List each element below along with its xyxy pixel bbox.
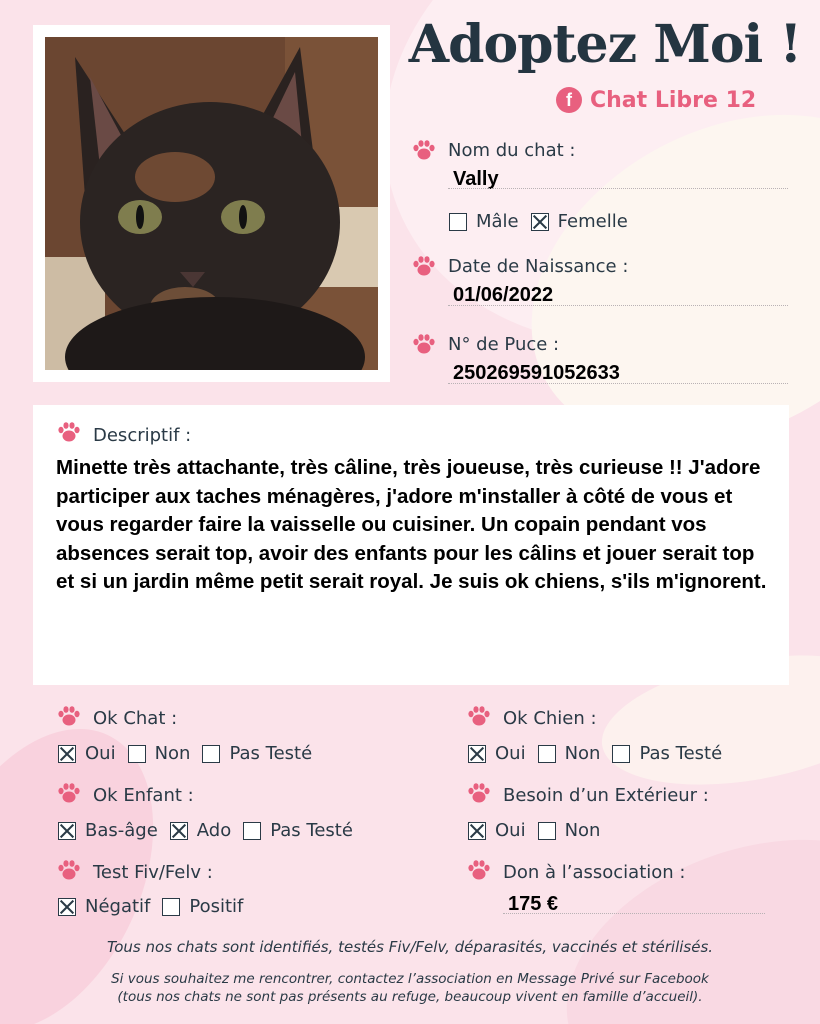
footer-contact <box>0 970 820 1006</box>
checkbox-label: Oui <box>495 820 526 841</box>
footer-note: Tous nos chats sont identifiés, testés Fiv/Felv, déparasités, vaccinés et stérilisés. <box>106 938 714 956</box>
checkbox-unchecked[interactable] <box>538 822 556 840</box>
photo-frame <box>33 25 390 382</box>
paw-icon <box>467 782 491 804</box>
checkbox-unchecked[interactable] <box>162 898 180 916</box>
checkbox-checked[interactable] <box>58 745 76 763</box>
checkbox-option[interactable] <box>538 820 601 841</box>
birth-value: 01/06/2022 <box>453 284 554 306</box>
paw-icon <box>467 705 491 727</box>
facebook-icon: f <box>556 87 582 113</box>
checkbox-checked[interactable] <box>58 822 76 840</box>
checkbox-option[interactable] <box>58 743 116 764</box>
ok-chat-label: Ok Chat : <box>93 708 178 729</box>
checkbox-unchecked[interactable] <box>449 213 467 231</box>
checkbox-option[interactable] <box>162 896 243 917</box>
checkbox-label: Oui <box>495 743 526 764</box>
checkbox-option[interactable] <box>538 743 601 764</box>
ok-enfant-label: Ok Enfant : <box>93 785 194 806</box>
ok-chien-label: Ok Chien : <box>503 708 597 729</box>
checkbox-label: Bas-âge <box>85 820 158 841</box>
paw-icon <box>412 333 436 355</box>
checkbox-unchecked[interactable] <box>202 745 220 763</box>
exterieur-label: Besoin d’un Extérieur : <box>503 785 709 806</box>
checkbox-checked[interactable] <box>170 822 188 840</box>
checkbox-checked[interactable] <box>531 213 549 231</box>
name-label: Nom du chat : <box>448 140 576 161</box>
checkbox-label: Ado <box>196 820 232 841</box>
checkbox-option[interactable] <box>58 896 150 917</box>
checkbox-label: Pas Testé <box>229 743 313 764</box>
birth-label: Date de Naissance : <box>448 256 629 277</box>
checkbox-checked[interactable] <box>468 745 486 763</box>
fiv-options <box>58 896 255 917</box>
checkbox-option[interactable] <box>170 820 231 841</box>
footer-contact-line: (tous nos chats ne sont pas présents au refuge, beaucoup vivent en famille d’accueil). <box>117 989 703 1005</box>
cat-photo <box>45 37 378 370</box>
dotted-line <box>448 383 788 384</box>
exterieur-options <box>468 820 612 841</box>
don-value: 175 € <box>508 893 559 915</box>
checkbox-unchecked[interactable] <box>612 745 630 763</box>
page-title: Adoptez Moi ! <box>408 14 802 75</box>
cat-illustration <box>45 37 378 370</box>
paw-icon <box>57 705 81 727</box>
checkbox-label: Non <box>564 820 601 841</box>
paw-icon <box>412 255 436 277</box>
checkbox-unchecked[interactable] <box>243 822 261 840</box>
checkbox-label: Pas Testé <box>639 743 723 764</box>
don-label: Don à l’association : <box>503 862 686 883</box>
paw-icon <box>57 859 81 881</box>
description-text: Minette très attachante, très câline, très joueuse, très curieuse !! J'adore participer aux taches ménagères, j'adore m'installer à côté de vous et vous regarder faire la vaisselle ou cuisiner. Un copain pendant vos absences serait top, avoir des enfants pour les câlins et jouer serait top et si un jardin même petit serait royal. Je suis ok chiens, s'ils m'ignorent. <box>56 456 767 593</box>
checkbox-label: Positif <box>189 896 244 917</box>
sex-options <box>449 211 640 232</box>
checkbox-label: Pas Testé <box>270 820 353 841</box>
checkbox-option[interactable] <box>612 743 722 764</box>
paw-icon <box>467 859 491 881</box>
checkbox-option[interactable] <box>243 820 353 841</box>
dotted-line <box>448 305 788 306</box>
ok-enfant-options <box>58 820 365 841</box>
checkbox-option[interactable] <box>202 743 312 764</box>
checkbox-label: Oui <box>85 743 116 764</box>
checkbox-unchecked[interactable] <box>538 745 556 763</box>
checkbox-option[interactable] <box>58 820 158 841</box>
checkbox-option[interactable] <box>468 820 526 841</box>
checkbox-checked[interactable] <box>58 898 76 916</box>
paw-icon <box>57 421 81 443</box>
chip-value: 250269591052633 <box>453 362 620 384</box>
checkbox-unchecked[interactable] <box>128 745 146 763</box>
footer-contact-line: Si vous souhaitez me rencontrer, contactez l’association en Message Privé sur Facebook <box>111 971 709 987</box>
checkbox-label: Non <box>154 743 191 764</box>
checkbox-option[interactable] <box>531 211 628 232</box>
fiv-label: Test Fiv/Felv : <box>93 862 213 883</box>
checkbox-label: Femelle <box>557 211 628 232</box>
checkbox-option[interactable] <box>449 211 519 232</box>
checkbox-label: Non <box>564 743 601 764</box>
checkbox-checked[interactable] <box>468 822 486 840</box>
facebook-link[interactable] <box>556 84 756 116</box>
paw-icon <box>57 782 81 804</box>
dotted-line <box>448 188 788 189</box>
ok-chien-options <box>468 743 734 764</box>
paw-icon <box>412 139 436 161</box>
chip-label: N° de Puce : <box>448 334 560 355</box>
dotted-line <box>503 913 765 914</box>
description-label: Descriptif : <box>93 425 192 446</box>
checkbox-label: Mâle <box>476 211 519 232</box>
checkbox-option[interactable] <box>468 743 526 764</box>
checkbox-label: Négatif <box>85 896 151 917</box>
ok-chat-options <box>58 743 324 764</box>
name-value: Vally <box>453 168 499 190</box>
checkbox-option[interactable] <box>128 743 191 764</box>
facebook-page-name: Chat Libre 12 <box>590 87 757 113</box>
